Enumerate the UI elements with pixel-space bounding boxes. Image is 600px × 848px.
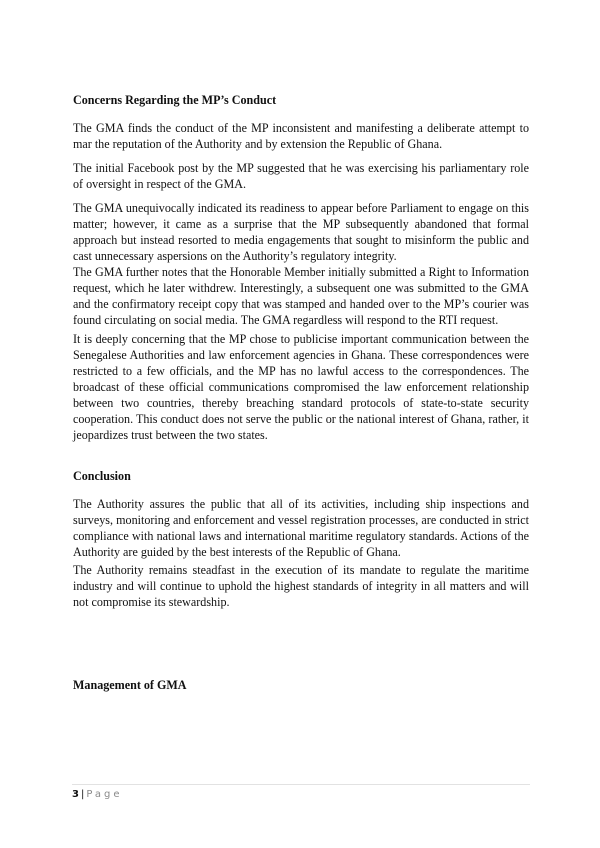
section-heading-conclusion: Conclusion — [73, 469, 131, 483]
paragraph: It is deeply concerning that the MP chose to publicise important communication between the Senegalese Authorities and law enforcement agencies in Ghana. These correspondences were restricted to a few officials, and the MP has no lawful access to the correspondences. The broadcast of these official communications compromised the law enforcement relationship between two countries, thereby breaching standard protocols of state-to-state security cooperation. This conduct does not serve the public or the national interest of Ghana, rather, it jeopardizes trust between the two states. — [73, 332, 529, 442]
section-heading-concerns: Concerns Regarding the MP’s Conduct — [73, 93, 277, 107]
paragraph: The GMA finds the conduct of the MP inconsistent and manifesting a deliberate attempt to mar the reputation of the Authority and by extension the Republic of Ghana. — [73, 121, 529, 151]
footer-divider — [72, 784, 530, 785]
footer-separator: | — [80, 789, 85, 800]
paragraph: The initial Facebook post by the MP suggested that he was exercising his parliamentary role of oversight in respect of the GMA. — [73, 161, 529, 191]
paragraph: The Authority assures the public that all of its activities, including ship inspections and surveys, monitoring and enforcement and vessel registration processes, are conducted in strict compliance with national laws and international maritime regulatory standards. Actions of the Authority are guided by the best interests of the Republic of Ghana. — [73, 497, 529, 559]
page-number: 3 — [72, 789, 79, 800]
signature: Management of GMA — [73, 678, 187, 692]
page-label: Page — [86, 789, 123, 800]
paragraph: The GMA further notes that the Honorable Member initially submitted a Right to Information request, which he later withdrew. Interestingly, a subsequent one was submitted to the GMA and the confirmatory receipt copy that was stamped and handed over to the MP’s courier was found circulating on social media. The GMA regardless will respond to the RTI request. — [73, 265, 529, 327]
page-footer — [72, 789, 123, 800]
paragraph: The Authority remains steadfast in the execution of its mandate to regulate the maritime industry and will continue to uphold the highest standards of integrity in all matters and will not compromise its stewardship. — [73, 563, 529, 609]
paragraph: The GMA unequivocally indicated its readiness to appear before Parliament to engage on this matter; however, it came as a surprise that the MP subsequently abandoned that formal approach but instead resorted to media engagements that sought to misinform the public and cast unnecessary aspersions on the Authority’s regulatory integrity. — [73, 201, 529, 263]
